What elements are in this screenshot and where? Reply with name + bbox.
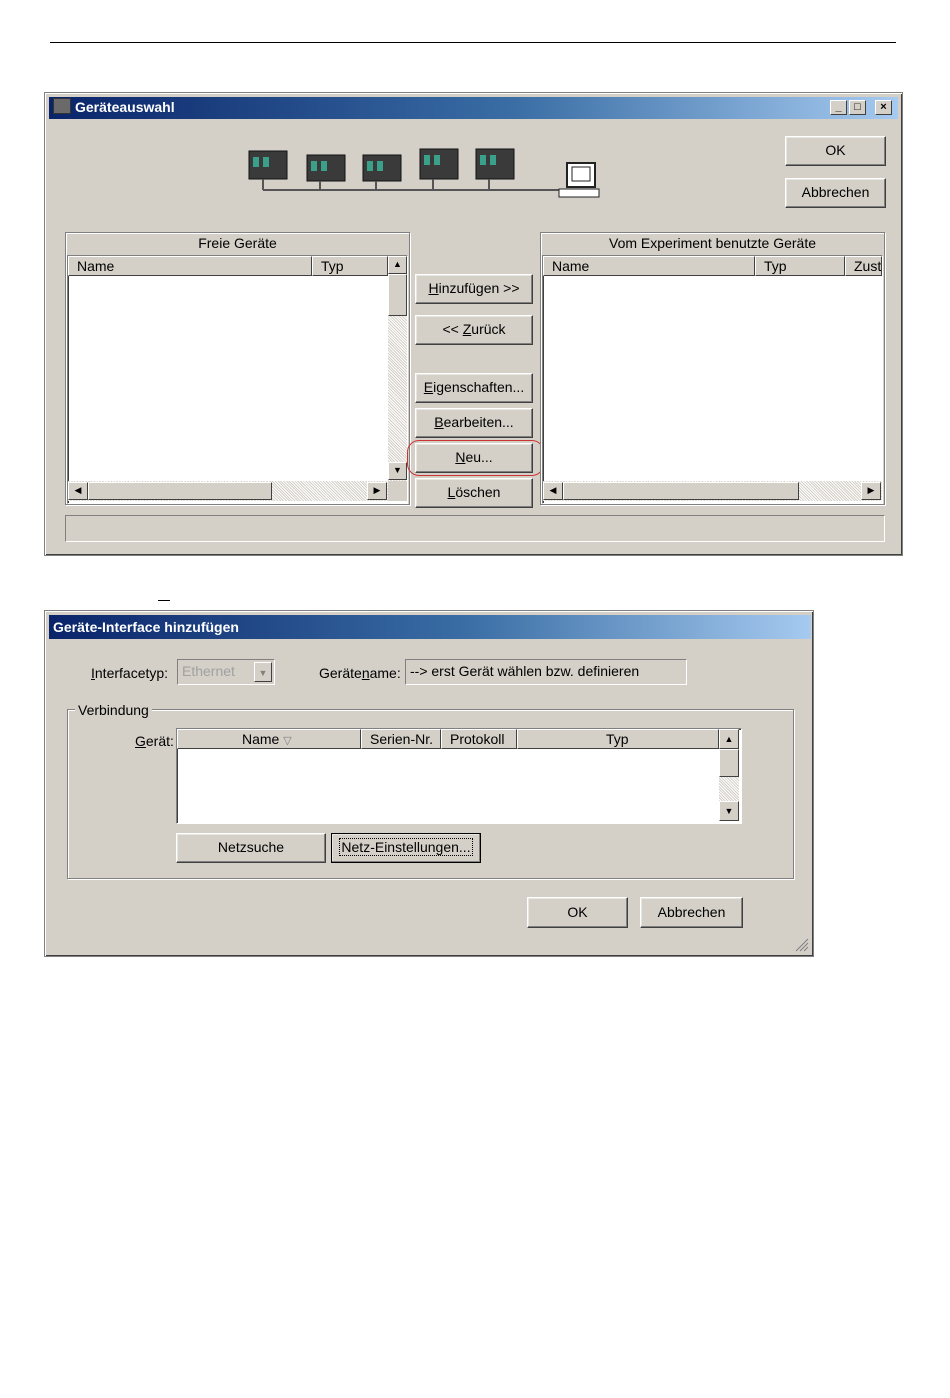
geraeteauswahl-dialog <box>44 92 903 556</box>
app-icon <box>53 98 71 114</box>
back-button[interactable]: << Zurück <box>415 315 533 345</box>
delete-button[interactable]: Löschen <box>415 478 533 508</box>
scroll-left-arrow-icon[interactable]: ◀ <box>68 482 88 500</box>
add-button[interactable]: Hinzufügen >> <box>415 274 533 304</box>
new-button[interactable]: Neu... <box>415 443 533 473</box>
interfacetyp-label: Interfacetyp: <box>91 665 169 681</box>
free-devices-list[interactable] <box>67 255 408 504</box>
page-header-rule <box>50 42 896 43</box>
interfacetyp-value: Ethernet <box>182 663 235 679</box>
ok-button[interactable]: OK <box>785 136 886 166</box>
free-devices-title: Freie Geräte <box>198 235 277 251</box>
scrollbar-corner <box>388 481 407 501</box>
scroll-left-arrow-icon[interactable]: ◀ <box>543 482 563 500</box>
status-bar <box>65 515 885 542</box>
device-rack-icon <box>249 151 287 190</box>
column-header-name[interactable]: Name ▽ <box>177 729 361 749</box>
separator-mark <box>158 600 170 601</box>
cancel-button[interactable]: Abbrechen <box>785 178 886 208</box>
computer-icon <box>559 163 599 197</box>
resize-grip-icon[interactable] <box>793 936 809 952</box>
scroll-down-arrow-icon[interactable]: ▼ <box>719 801 739 821</box>
title-bar[interactable] <box>49 615 811 639</box>
netz-einstellungen-button[interactable]: Netz-Einstellungen... <box>331 833 481 863</box>
highlight-circle <box>407 440 544 476</box>
geraet-label: Gerät: <box>135 733 174 749</box>
geraete-interface-dialog <box>44 610 814 957</box>
network-diagram-icon <box>245 143 605 213</box>
column-header-serien-nr[interactable]: Serien-Nr. <box>361 729 441 749</box>
maximize-button[interactable]: □ <box>849 100 866 115</box>
cancel-button[interactable]: Abbrechen <box>640 897 743 928</box>
scroll-thumb[interactable] <box>388 274 407 316</box>
properties-button[interactable]: Eigenschaften... <box>415 373 533 403</box>
geraetename-label: Gerätename: <box>319 665 401 681</box>
scroll-up-arrow-icon[interactable]: ▲ <box>388 256 407 274</box>
column-header-zustand[interactable]: Zust <box>845 256 882 276</box>
column-header-typ[interactable]: Typ <box>517 729 719 749</box>
close-button[interactable]: × <box>875 100 892 115</box>
used-devices-panel <box>540 232 885 505</box>
chevron-down-icon[interactable]: ▼ <box>254 662 272 682</box>
scroll-right-arrow-icon[interactable]: ▶ <box>367 482 387 500</box>
column-header-typ[interactable]: Typ <box>312 256 388 276</box>
title-bar[interactable] <box>49 97 898 119</box>
scroll-thumb[interactable] <box>563 482 799 500</box>
scroll-up-arrow-icon[interactable]: ▲ <box>719 729 739 749</box>
column-header-name[interactable]: Name <box>68 256 312 276</box>
device-table[interactable] <box>176 728 742 824</box>
geraetename-value: --> erst Gerät wählen bzw. definieren <box>410 663 640 679</box>
free-devices-panel <box>65 232 410 505</box>
scroll-thumb[interactable] <box>719 749 739 777</box>
scroll-down-arrow-icon[interactable]: ▼ <box>388 462 407 480</box>
netzsuche-button[interactable]: Netzsuche <box>176 833 326 863</box>
used-devices-title: Vom Experiment benutzte Geräte <box>609 235 816 251</box>
column-header-name[interactable]: Name <box>543 256 755 276</box>
used-devices-list[interactable] <box>542 255 883 504</box>
sort-descending-icon: ▽ <box>283 735 292 747</box>
column-header-typ[interactable]: Typ <box>755 256 845 276</box>
window-title: Geräte-Interface hinzufügen <box>53 619 239 635</box>
ok-button[interactable]: OK <box>527 897 628 928</box>
scroll-thumb[interactable] <box>88 482 272 500</box>
window-title: Geräteauswahl <box>75 99 175 115</box>
interfacetyp-select[interactable] <box>177 659 275 685</box>
column-header-protokoll[interactable]: Protokoll <box>441 729 517 749</box>
edit-button[interactable]: Bearbeiten... <box>415 408 533 438</box>
minimize-button[interactable]: _ <box>830 100 847 115</box>
scroll-right-arrow-icon[interactable]: ▶ <box>861 482 881 500</box>
verbindung-title: Verbindung <box>75 701 152 719</box>
geraetename-field[interactable] <box>405 659 687 685</box>
